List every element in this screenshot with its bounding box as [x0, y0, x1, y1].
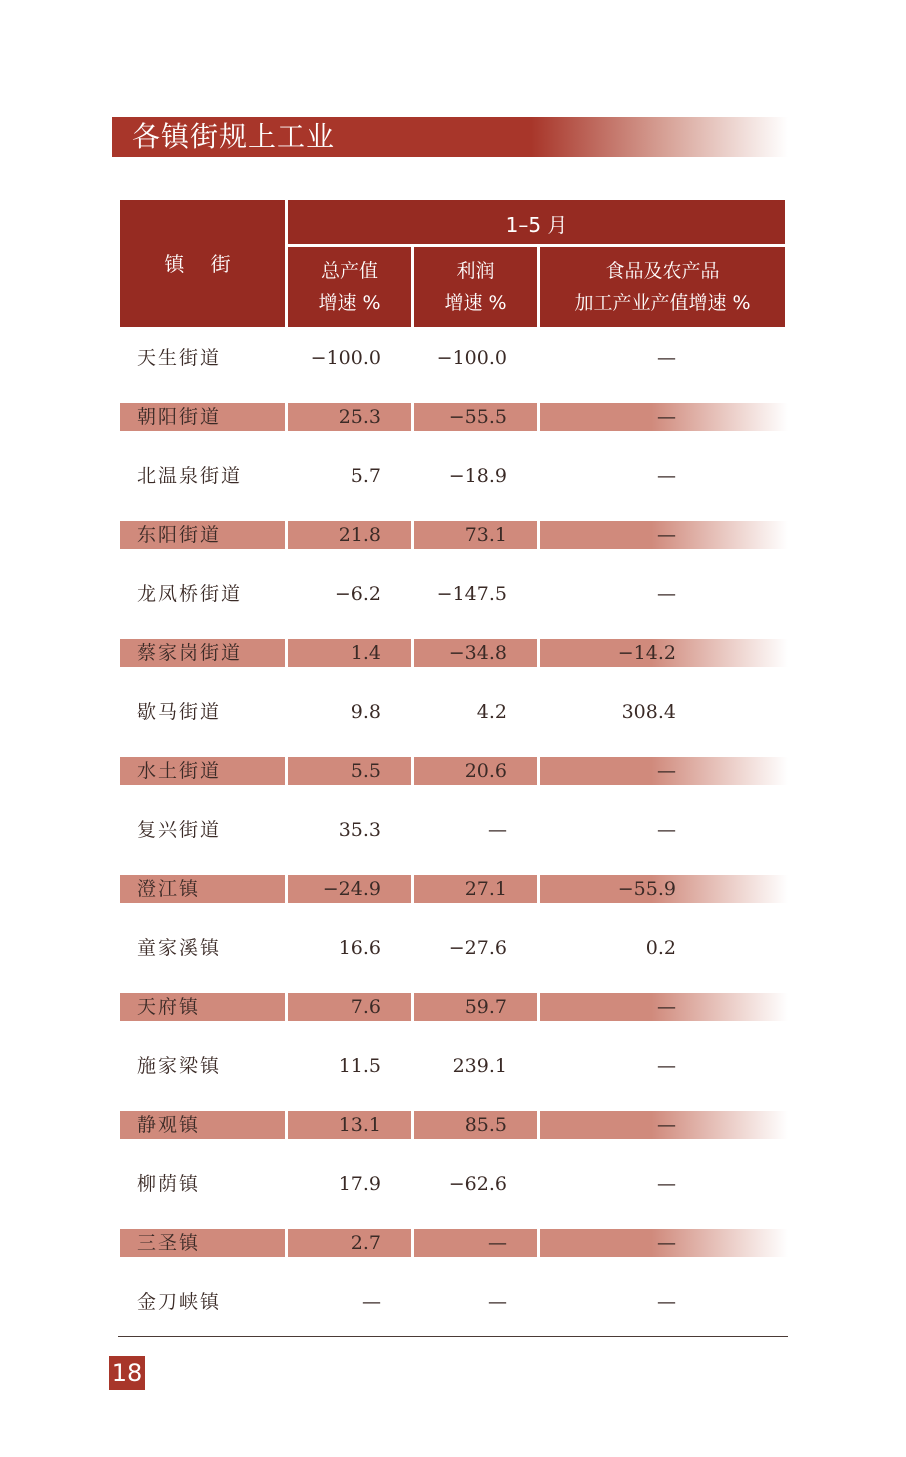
profit-growth-cell: 73.1	[464, 524, 507, 546]
header-line: 总产值	[320, 260, 378, 282]
output-growth-cell: 17.9	[338, 1173, 381, 1195]
food-growth-cell: —	[657, 996, 676, 1018]
table-row	[120, 1170, 788, 1198]
food-growth-cell: —	[657, 1291, 676, 1313]
header-line: 增速 %	[444, 292, 507, 314]
food-growth-cell: 308.4	[621, 701, 676, 723]
table-row	[120, 639, 788, 667]
table-row	[120, 521, 788, 549]
table-row	[120, 462, 788, 490]
profit-growth-cell: 27.1	[464, 878, 507, 900]
profit-growth-cell: —	[488, 1291, 507, 1313]
food-growth-cell: −55.9	[617, 878, 676, 900]
output-growth-cell: 9.8	[350, 701, 381, 723]
table-row	[120, 344, 788, 372]
food-growth-cell: —	[657, 583, 676, 605]
food-growth-cell: —	[657, 465, 676, 487]
output-growth-cell: 5.7	[350, 465, 381, 487]
town-name-cell: 金刀峡镇	[137, 1291, 222, 1313]
output-growth-cell: −100.0	[310, 347, 381, 369]
town-name-cell: 复兴街道	[137, 819, 222, 841]
output-growth-header	[288, 247, 411, 327]
output-growth-cell: 1.4	[350, 642, 381, 664]
food-growth-cell: —	[657, 347, 676, 369]
table-row	[120, 403, 788, 431]
food-growth-header	[540, 247, 785, 327]
table-row	[120, 993, 788, 1021]
food-growth-cell: —	[657, 1114, 676, 1136]
profit-growth-header	[414, 247, 537, 327]
food-growth-cell: —	[657, 1055, 676, 1077]
profit-growth-cell: 4.2	[476, 701, 507, 723]
output-growth-cell: 21.8	[338, 524, 381, 546]
food-growth-cell: −14.2	[617, 642, 676, 664]
town-name-cell: 柳荫镇	[137, 1173, 201, 1195]
output-growth-cell: 2.7	[350, 1232, 381, 1254]
town-name-cell: 天生街道	[137, 347, 222, 369]
town-header-label: 镇 街	[164, 252, 241, 276]
table-row	[120, 580, 788, 608]
profit-growth-cell: 85.5	[464, 1114, 507, 1136]
profit-growth-cell: −100.0	[436, 347, 507, 369]
town-name-cell: 东阳街道	[137, 524, 222, 546]
town-name-cell: 水土街道	[137, 760, 222, 782]
header-line: 食品及农产品	[605, 260, 720, 282]
page-number: 18	[109, 1356, 145, 1390]
town-name-cell: 歇马街道	[137, 701, 222, 723]
table-row	[120, 875, 788, 903]
profit-growth-cell: −34.8	[448, 642, 507, 664]
town-name-cell: 静观镇	[137, 1114, 201, 1136]
profit-growth-cell: −27.6	[448, 937, 507, 959]
header-line: 利润	[456, 260, 495, 282]
table-row	[120, 1052, 788, 1080]
town-name-cell: 澄江镇	[137, 878, 201, 900]
table-row	[120, 934, 788, 962]
food-growth-cell: 0.2	[645, 937, 676, 959]
output-growth-cell: 35.3	[338, 819, 381, 841]
food-growth-cell: —	[657, 1173, 676, 1195]
table-row	[120, 816, 788, 844]
period-header	[288, 200, 785, 244]
food-growth-cell: —	[657, 524, 676, 546]
food-growth-cell: —	[657, 406, 676, 428]
table-row	[120, 1111, 788, 1139]
profit-growth-cell: −147.5	[436, 583, 507, 605]
town-name-cell: 施家梁镇	[137, 1055, 222, 1077]
town-name-cell: 三圣镇	[137, 1232, 201, 1254]
output-growth-cell: 16.6	[338, 937, 381, 959]
output-growth-cell: 25.3	[338, 406, 381, 428]
town-name-cell: 天府镇	[137, 996, 201, 1018]
town-name-cell: 童家溪镇	[137, 937, 222, 959]
output-growth-cell: 7.6	[350, 996, 381, 1018]
header-line: 加工产业产值增速 %	[574, 292, 751, 314]
town-name-cell: 蔡家岗街道	[137, 642, 243, 664]
output-growth-cell: −6.2	[334, 583, 381, 605]
food-growth-cell: —	[657, 819, 676, 841]
period-header-label: 1–5 月	[505, 213, 568, 237]
table-row	[120, 698, 788, 726]
header-line: 增速 %	[318, 292, 381, 314]
table-row	[120, 1229, 788, 1257]
profit-growth-cell: —	[488, 1232, 507, 1254]
profit-growth-cell: 20.6	[464, 760, 507, 782]
section-title: 各镇街规上工业	[132, 120, 336, 153]
bottom-rule	[118, 1336, 788, 1337]
profit-growth-cell: 239.1	[452, 1055, 507, 1077]
section-title-bar	[112, 117, 788, 157]
output-growth-cell: —	[362, 1291, 381, 1313]
table-row	[120, 1288, 788, 1316]
town-name-cell: 朝阳街道	[137, 406, 222, 428]
profit-growth-cell: 59.7	[464, 996, 507, 1018]
table-row	[120, 757, 788, 785]
output-growth-cell: −24.9	[322, 878, 381, 900]
town-name-cell: 北温泉街道	[137, 465, 243, 487]
food-growth-cell: —	[657, 760, 676, 782]
profit-growth-cell: −62.6	[448, 1173, 507, 1195]
town-name-cell: 龙凤桥街道	[137, 583, 243, 605]
output-growth-cell: 11.5	[338, 1055, 381, 1077]
food-growth-cell: —	[657, 1232, 676, 1254]
profit-growth-cell: —	[488, 819, 507, 841]
profit-growth-cell: −55.5	[448, 406, 507, 428]
town-column-header	[120, 200, 285, 327]
output-growth-cell: 5.5	[350, 760, 381, 782]
output-growth-cell: 13.1	[338, 1114, 381, 1136]
profit-growth-cell: −18.9	[448, 465, 507, 487]
